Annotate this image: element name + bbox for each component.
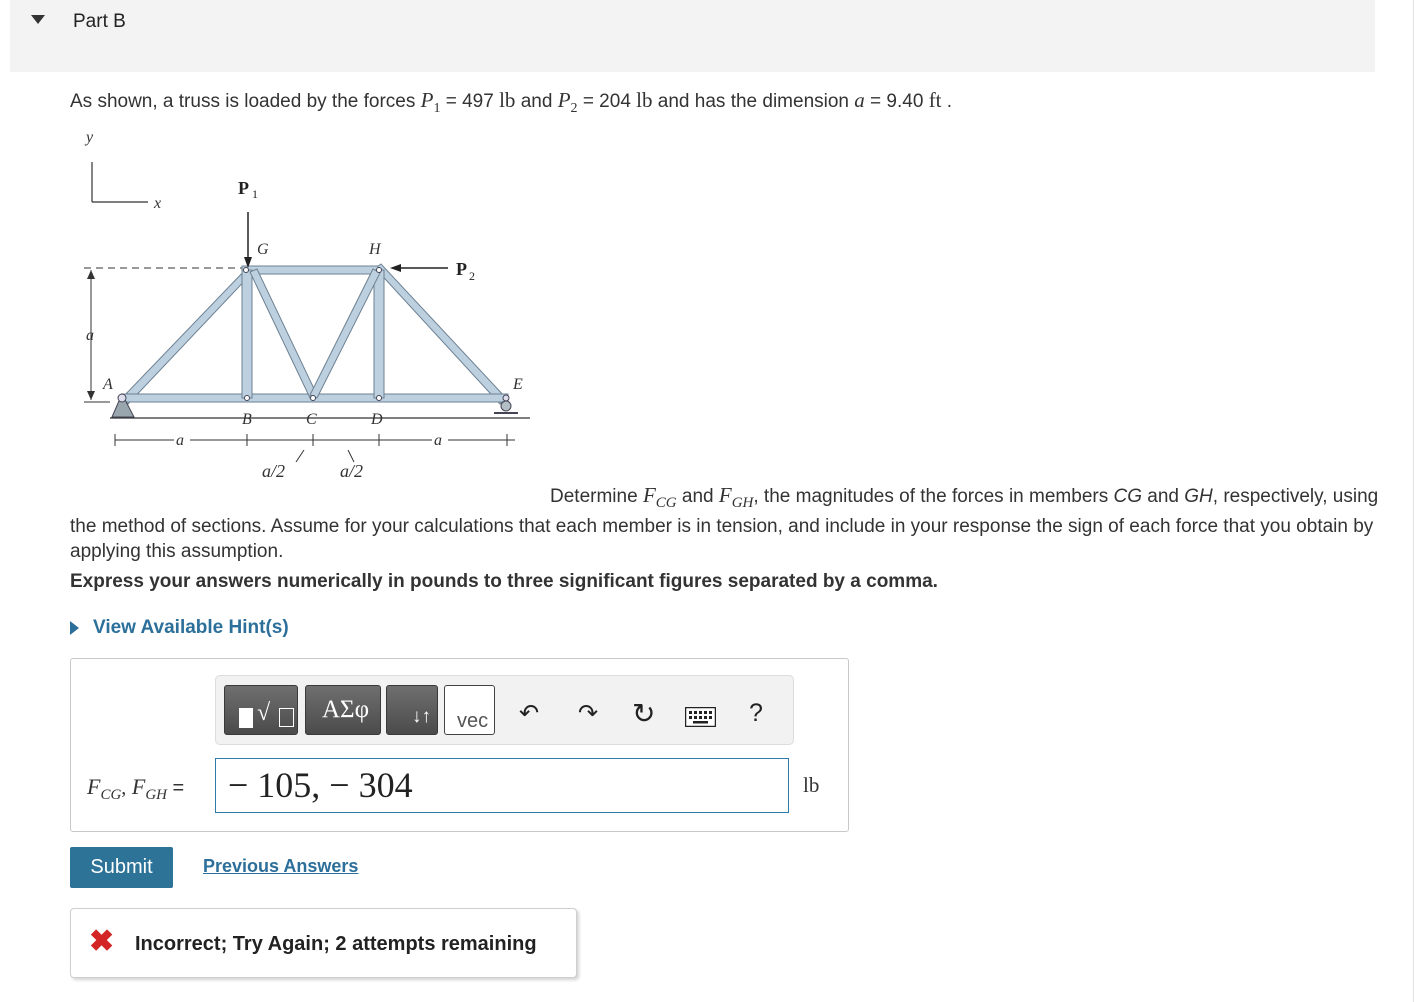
statement-and: and: [520, 91, 553, 112]
member-gc: [250, 269, 317, 398]
greek-glyph: ΑΣφ: [322, 696, 370, 723]
collapse-caret-icon[interactable]: [31, 15, 45, 24]
template-outline-icon: [279, 708, 294, 727]
joint-a-label: A: [103, 376, 113, 393]
statement-dimension-text: and has the dimension: [657, 91, 849, 112]
math-toolbar: [215, 675, 794, 745]
submit-button[interactable]: Submit: [70, 847, 173, 888]
label-f1-sub: CG: [100, 787, 122, 803]
templates-button[interactable]: [224, 685, 298, 735]
scroll-divider: [1413, 0, 1414, 1002]
label-f1: F: [87, 774, 101, 799]
member-hd: [374, 270, 384, 398]
axis-y-label: y: [86, 129, 94, 146]
dim-left-label: a: [176, 432, 184, 449]
reset-icon[interactable]: ↻: [632, 698, 656, 729]
answer-box: [70, 658, 849, 832]
q-text-1: , the magnitudes of the forces in members: [753, 486, 1109, 507]
label-f2-sub: GH: [145, 787, 167, 803]
p2-unit: lb: [636, 88, 653, 112]
part-header[interactable]: [10, 0, 1375, 72]
p2-value: = 204: [582, 91, 631, 112]
height-label: a: [86, 327, 94, 344]
answer-unit: lb: [803, 773, 820, 797]
greek-button[interactable]: [305, 685, 381, 735]
label-comma: ,: [121, 777, 127, 799]
member-gb: [242, 270, 252, 398]
dim-half-right-label: a/2: [340, 461, 364, 481]
q-and: and: [681, 486, 714, 507]
template-box-icon: [239, 708, 253, 728]
label-f2: F: [131, 774, 146, 799]
pin-b: [245, 396, 250, 401]
p2-label-sub: 2: [469, 269, 475, 283]
pin-a: [118, 394, 126, 402]
pin-d: [377, 396, 382, 401]
p1-symbol: P: [420, 88, 434, 112]
p1-label-sub: 1: [252, 187, 258, 201]
p2-subscript: 2: [570, 100, 578, 116]
joint-c-label: C: [306, 411, 317, 428]
problem-statement: [70, 88, 952, 117]
previous-answers-link[interactable]: Previous Answers: [203, 856, 359, 876]
p1-label: P: [238, 178, 249, 198]
joint-d-label: D: [371, 411, 383, 428]
pin-e: [503, 395, 509, 401]
feedback-box: [70, 908, 577, 978]
p1-unit: lb: [499, 88, 516, 112]
roller-support-e-icon: [501, 401, 511, 411]
a-value: = 9.40: [870, 91, 924, 112]
truss-members: [122, 264, 508, 404]
vec-glyph: vec: [457, 710, 489, 732]
joint-b-label: B: [242, 411, 252, 428]
q-and-2: and: [1147, 486, 1179, 507]
q-determine: Determine: [550, 486, 638, 507]
redo-icon[interactable]: ↷: [578, 700, 599, 727]
sqrt-glyph: √: [257, 700, 271, 726]
part-title: Part B: [73, 11, 126, 32]
keyboard-icon[interactable]: [685, 707, 716, 727]
q-fcg-sub: CG: [655, 494, 677, 511]
height-arrow-bottom-icon: [87, 391, 95, 400]
arrows-glyph: ↓↑: [412, 706, 431, 727]
q-gh: GH: [1184, 486, 1213, 507]
expand-caret-icon: [70, 621, 79, 635]
p2-label: P: [456, 259, 467, 279]
instructions: Express your answers numerically in pounds to three significant figures separated by a comma.: [70, 571, 938, 592]
answer-label: [87, 774, 184, 804]
label-equals: =: [172, 777, 185, 799]
p2-symbol: P: [557, 88, 571, 112]
pin-g: [244, 268, 249, 273]
bottom-dimension-ticks: [115, 434, 507, 462]
hint-link-label: View Available Hint(s): [93, 617, 289, 638]
a-symbol: a: [854, 88, 865, 112]
vec-button[interactable]: [444, 685, 495, 735]
undo-icon[interactable]: ↶: [519, 700, 540, 727]
q-fgh-sub: GH: [731, 494, 754, 511]
truss-figure: [70, 122, 540, 482]
dim-right-label: a: [434, 432, 442, 449]
statement-intro: As shown, a truss is loaded by the forces: [70, 91, 416, 112]
statement-period: .: [946, 91, 953, 112]
dim-half-left-label: a/2: [262, 461, 286, 481]
axis-x-label: x: [154, 195, 162, 212]
pin-c: [311, 396, 316, 401]
height-arrow-top-icon: [87, 270, 95, 279]
arrows-button[interactable]: [386, 685, 438, 735]
p1-subscript: 1: [433, 100, 441, 116]
q-cg: CG: [1113, 486, 1142, 507]
p1-value: = 497: [445, 91, 494, 112]
joint-g-label: G: [257, 241, 269, 258]
pin-h: [377, 268, 382, 273]
member-ch: [310, 269, 380, 398]
joint-h-label: H: [369, 241, 381, 258]
help-icon[interactable]: ?: [749, 699, 763, 727]
incorrect-x-icon: ✖: [89, 925, 115, 958]
member-gh: [242, 266, 378, 274]
joint-e-label: E: [513, 376, 523, 393]
q-fgh-symbol: F: [718, 483, 732, 507]
view-hints-link[interactable]: [70, 617, 289, 639]
member-he: [375, 264, 506, 404]
q-fcg-symbol: F: [642, 483, 656, 507]
question-text: [70, 483, 1382, 564]
answer-input[interactable]: − 105, − 304: [215, 758, 789, 813]
member-ag: [122, 268, 253, 404]
p2-arrow-head-icon: [390, 264, 401, 272]
feedback-message: Incorrect; Try Again; 2 attempts remaining: [135, 933, 537, 955]
q-text-2: , respectively, using the method of sections. Assume for your calculations that each member is in tension, and include in your response the sign of each force that you obtain by applying this assumption.: [70, 486, 1379, 562]
a-unit: ft: [928, 88, 942, 112]
